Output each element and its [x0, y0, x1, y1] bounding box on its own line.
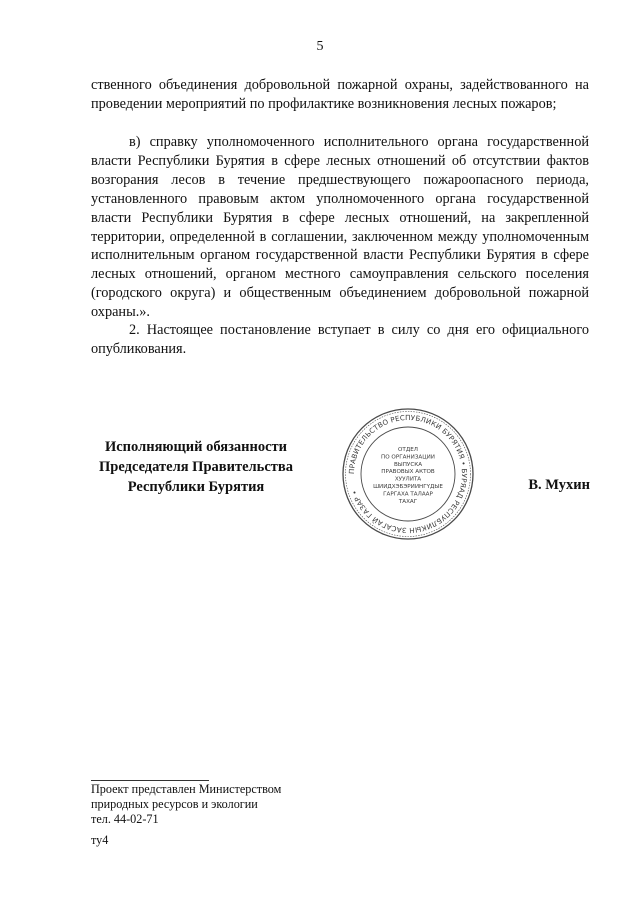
seal-center-line: ОТДЕЛ — [398, 447, 418, 453]
official-seal-stamp — [341, 407, 475, 541]
footnote-divider — [91, 780, 209, 781]
footnote — [91, 782, 281, 827]
footnote-line: Проект представлен Министерством — [91, 782, 282, 796]
seal-center-line: ХУУЛИТА — [394, 476, 422, 483]
footnote-line: тел. 44-02-71 — [91, 812, 159, 826]
signatory-name: В. Мухин — [528, 477, 590, 493]
seal-center-line: ШИИДХЭБЭРИИНГҮДЫЕ — [373, 484, 443, 490]
signatory-title — [76, 437, 316, 497]
seal-center-line: ГАРГАХА ТАЛААР — [383, 491, 433, 498]
seal-center-line: ВЫПУСКА — [393, 461, 423, 468]
page-number: 5 — [316, 39, 324, 54]
seal-center-line: ТАХАГ — [398, 498, 418, 505]
signatory-title-line: Председателя Правительства — [99, 459, 293, 475]
footnote-line: природных ресурсов и экологии — [91, 797, 258, 811]
seal-center-line: ПРАВОВЫХ АКТОВ — [381, 469, 435, 476]
signatory-title-line: Исполняющий обязанности — [104, 439, 288, 455]
document-code: ту4 — [91, 833, 109, 847]
paragraph-continuation: ственного объединения добровольной пожарной охраны, задействованного на проведении мероприятий по профилактике возникновения лесных пожаров; — [91, 77, 589, 112]
seal-ring-text: ПРАВИТЕЛЬСТВО РЕСПУБЛИКИ БУРЯТИЯ • БУРЯАД РЕСПУБЛИКЫН ЗАСАГАЙ ГАЗАР • — [347, 413, 469, 535]
paragraph-item-v: в) справку уполномоченного исполнительного органа государственной власти Республики Бурятия в сфере лесных отношений об отсутствии фактов возгорания лесов в течение предшествующего пожароопасного периода, установленного правовым актом уполномоченного органа государственной власти Республики Бурятия в сфере лесных отношений, на закрепленной территории, определенной в соглашении, заключенном между уполномоченным исполнительным органом государственной власти Республики Бурятия в сфере лесных отношений, органом местного самоуправления сельского поселения (городского округа) и общественным объединением добровольной пожарной охраны.». — [91, 134, 589, 321]
seal-center-line: ПО ОРГАНИЗАЦИИ — [381, 454, 435, 461]
paragraph-item-2: 2. Настоящее постановление вступает в силу со дня его официального опубликования. — [91, 322, 589, 357]
signatory-title-line: Республики Бурятия — [127, 479, 265, 495]
